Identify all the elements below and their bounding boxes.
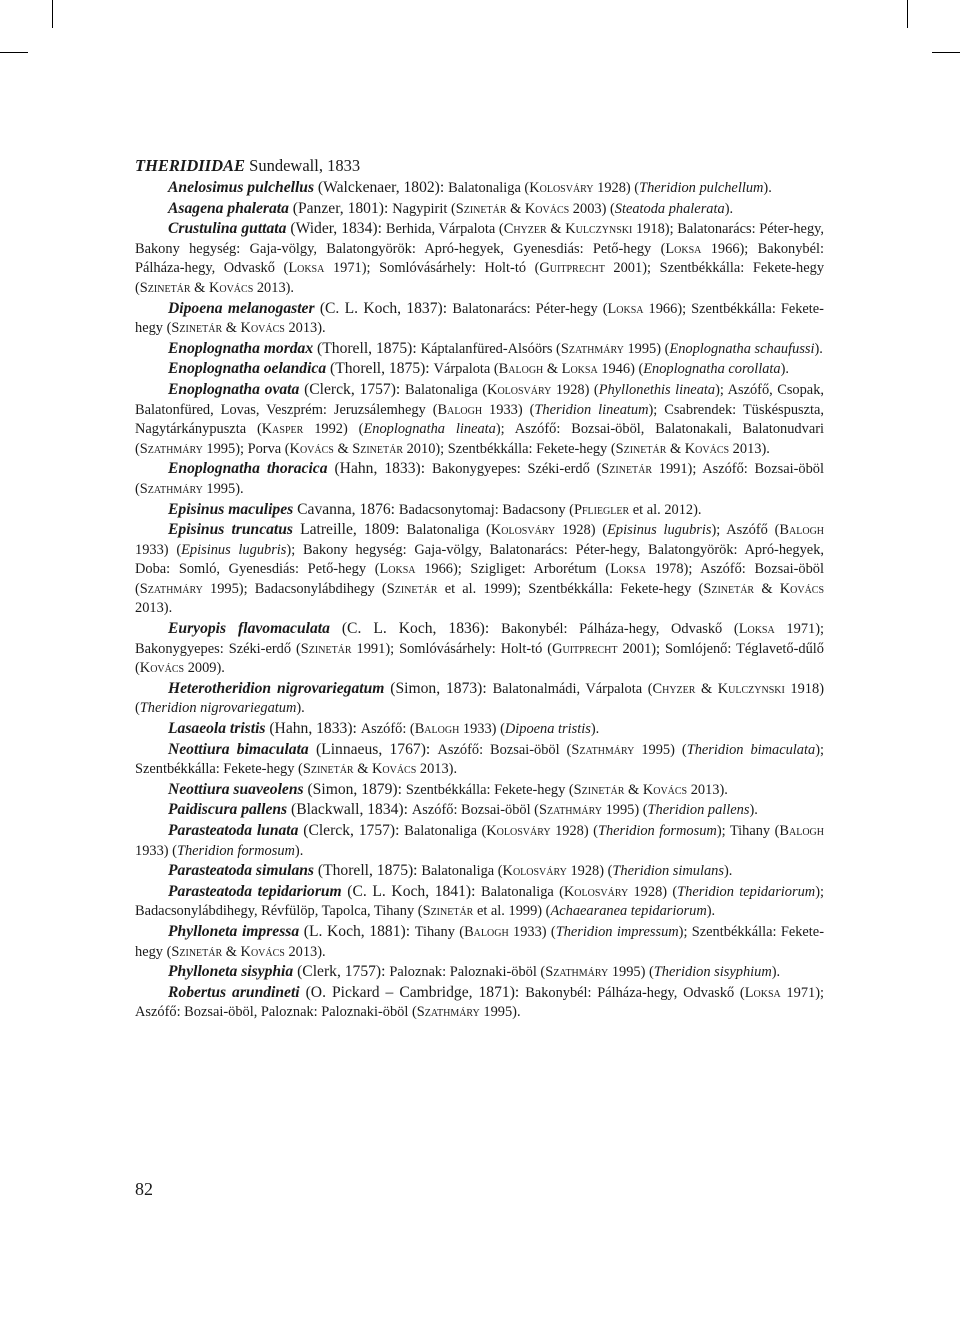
synonym-name: Achaearanea tepidariorum	[550, 903, 707, 920]
reference-author: Chyzer	[503, 221, 547, 238]
species-entry	[135, 800, 824, 821]
reference-author: Szathmáry	[538, 802, 602, 819]
locality-text: Tihany (	[414, 923, 465, 940]
locality-text: ).	[590, 721, 600, 738]
species-author: (Linnaeus, 1767):	[308, 740, 438, 758]
locality-text: &	[506, 200, 525, 217]
reference-author: Szinetár	[703, 580, 755, 597]
locality-text: 2013).	[284, 320, 326, 337]
species-author: (Wider, 1834):	[286, 220, 386, 238]
locality-text: et al. 2012).	[629, 501, 702, 518]
species-author: (Hahn, 1833):	[327, 460, 433, 478]
locality-text: ); Csabrendek: Tüskéspuszta, Nagytárkánypuszta (	[135, 401, 824, 438]
locality-text: ).	[771, 964, 781, 981]
synonym-name: Theridion pulchellum	[639, 180, 764, 196]
species-entry	[135, 619, 824, 679]
locality-text: ); Tihany (	[716, 823, 780, 839]
species-name: Episinus truncatus	[168, 521, 293, 539]
reference-author: Loksa	[610, 561, 647, 578]
locality-text: ).	[296, 700, 305, 717]
species-name: Enoplognatha oelandica	[168, 360, 327, 378]
locality-text: 2013).	[416, 761, 458, 778]
locality-text: 2013).	[729, 440, 770, 457]
locality-text: ); Szentbékkálla: Fekete-hegy (	[135, 741, 824, 778]
locality-text: 2013).	[253, 279, 295, 296]
species-name: Lasaeola tristis	[168, 720, 266, 738]
locality-text: Berhida, Várpalota (	[385, 221, 504, 238]
synonym-name: Theridion sisyphium	[653, 964, 772, 981]
locality-text: 2010); Szentbékkálla: Fekete-hegy (	[403, 440, 616, 457]
species-entry	[135, 922, 824, 962]
locality-text: et al. 1999); Szentbékkálla: Fekete-hegy (	[437, 580, 704, 597]
species-name: Parasteatoda simulans	[168, 862, 315, 880]
species-author: (L. Koch, 1881):	[299, 922, 415, 940]
family-heading	[135, 155, 824, 177]
species-entry	[135, 983, 824, 1023]
locality-text: ).	[723, 863, 733, 880]
locality-text: 2001); Somlójenő: Téglavető-dűlő (	[135, 640, 824, 677]
locality-text: 2013).	[135, 600, 173, 617]
crop-mark-top-left-h	[0, 52, 28, 53]
locality-text: Várpalota (	[433, 361, 499, 378]
reference-author: Szinetár	[352, 440, 404, 457]
reference-author: Szinetár	[601, 461, 653, 478]
species-name: Robertus arundineti	[168, 983, 300, 1001]
reference-author: Chyzer	[652, 680, 696, 697]
reference-author: Kovács	[139, 660, 185, 677]
reference-author: Loksa	[744, 984, 781, 1001]
page-number: 82	[135, 1179, 153, 1199]
species-entry	[135, 299, 824, 339]
species-entry	[135, 962, 824, 983]
locality-text: Balatonaliga (	[404, 823, 487, 839]
locality-text: Nagypirit (	[392, 200, 456, 217]
synonym-name: Theridion pallens	[647, 802, 750, 819]
reference-author: Szathmáry	[416, 1004, 480, 1021]
locality-text: 1992) (	[303, 421, 364, 438]
locality-text: 1995); Porva (	[202, 440, 290, 457]
species-author: (C. L. Koch, 1836):	[329, 620, 502, 638]
locality-text: &	[543, 361, 562, 378]
locality-text: Balatonaliga (	[405, 381, 488, 398]
locality-text: &	[624, 781, 643, 798]
reference-author: Szathmáry	[560, 340, 624, 357]
reference-author: Loksa	[607, 300, 644, 317]
reference-author: Kovács	[684, 440, 730, 457]
synonym-name: Enoplognatha corollata	[643, 361, 781, 378]
locality-text: &	[546, 221, 566, 238]
species-author: (Blackwall, 1834):	[287, 801, 412, 819]
species-name: Dipoena melanogaster	[168, 299, 315, 317]
synonym-name: Theridion tepidariorum	[677, 883, 816, 900]
locality-text: Paloznak: Paloznaki-öböl (	[389, 964, 546, 981]
species-author: (Clerk, 1757):	[293, 963, 390, 981]
species-name: Paidiscura pallens	[168, 801, 288, 819]
reference-author: Szinetár	[615, 440, 667, 457]
species-author: (Thorell, 1875):	[313, 339, 421, 357]
reference-author: Szinetár	[300, 640, 352, 657]
reference-author: Kolosváry	[563, 883, 629, 900]
reference-author: Guitprecht	[552, 640, 618, 657]
reference-author: Kulczynski	[717, 680, 785, 697]
species-author: Latreille, 1809:	[292, 521, 407, 539]
species-author: (C. L. Koch, 1837):	[314, 299, 453, 317]
reference-author: Guitprecht	[539, 260, 605, 277]
reference-author: Kolosváry	[490, 522, 556, 539]
reference-author: Kovács	[779, 580, 825, 597]
article-body	[135, 155, 824, 1023]
species-entry	[135, 380, 824, 459]
reference-author: Kolosváry	[529, 180, 594, 196]
species-name: Enoplognatha ovata	[168, 380, 300, 398]
reference-author: Kovács	[642, 781, 688, 798]
synonym-name: Enoplognatha lineata	[363, 421, 496, 438]
species-name: Phylloneta sisyphia	[168, 963, 294, 981]
locality-text: 1995) (	[623, 340, 670, 357]
crop-mark-top-right-h	[932, 52, 960, 53]
species-entry	[135, 520, 824, 619]
species-author: (O. Pickard – Cambridge, 1871):	[299, 983, 526, 1001]
locality-text: 1971); Bakonygyepes: Széki-erdő (	[135, 621, 824, 657]
reference-author: Szinetár	[302, 761, 354, 778]
crop-mark-top-left	[52, 0, 53, 28]
species-name: Neottiura bimaculata	[168, 740, 309, 758]
locality-text: &	[333, 440, 353, 457]
locality-text: Balatonaliga (	[481, 883, 564, 900]
locality-text: 1991); Aszófő: Bozsai-öböl (	[135, 461, 824, 497]
locality-text: 1928) (	[628, 883, 678, 900]
species-entry	[135, 500, 824, 521]
reference-author: Kolosváry	[487, 381, 552, 398]
synonym-name: Theridion formosum	[597, 823, 717, 839]
synonym-name: Phyllonethis lineata	[598, 381, 716, 398]
reference-author: Kovács	[524, 200, 570, 217]
reference-author: Balogh	[414, 721, 460, 738]
locality-text: &	[222, 320, 241, 337]
reference-author: Szinetár	[455, 200, 507, 217]
species-author: (Clerck, 1757):	[298, 822, 405, 839]
locality-text: &	[695, 680, 718, 697]
locality-text: 2009).	[184, 660, 225, 677]
species-name: Episinus maculipes	[168, 500, 294, 518]
species-name: Enoplognatha thoracica	[168, 460, 328, 478]
species-entry	[135, 679, 824, 719]
locality-text: Balatonaliga (	[448, 180, 530, 196]
reference-author: Loksa	[561, 361, 598, 378]
species-entry	[135, 719, 824, 740]
reference-author: Szathmáry	[139, 440, 203, 457]
locality-text: 1995) (	[634, 741, 687, 758]
species-entry	[135, 178, 824, 199]
reference-author: Szathmáry	[571, 741, 635, 758]
locality-text: ).	[724, 200, 734, 217]
species-author: Cavanna, 1876:	[293, 500, 399, 518]
locality-text: ).	[814, 340, 823, 357]
reference-author: Szathmáry	[139, 480, 203, 497]
reference-author: Kulczynski	[565, 221, 633, 238]
reference-author: Szinetár	[386, 580, 438, 597]
locality-text: ).	[749, 802, 758, 819]
locality-text: 1928) (	[566, 863, 613, 880]
reference-author: Kolosváry	[486, 823, 551, 839]
locality-text: ).	[706, 903, 716, 920]
locality-text: 1918); Balatonarács: Péter-hegy, Bakony hegység: Gaja-völgy, Balatongyörök: Apró-hegyek, Gyenesdiás: Pető-hegy (	[135, 221, 825, 257]
locality-text: ); Aszófő, Csopak, Balatonfüred, Lovas, Veszprém: Jeruzsálemhegy (	[135, 381, 824, 418]
species-author: (C. L. Koch, 1841):	[341, 882, 482, 900]
reference-author: Szinetár	[171, 320, 223, 337]
locality-text: &	[222, 943, 241, 960]
crop-mark-top-right	[907, 0, 908, 28]
locality-text: Bakonygyepes: Széki-erdő (	[432, 461, 602, 478]
species-entry	[135, 780, 824, 801]
locality-text: 1966); Bakonybél: Pálháza-hegy, Odvaskő (	[135, 240, 824, 277]
species-entry	[135, 219, 824, 298]
locality-text: Balatonalmádi, Várpalota (	[492, 680, 653, 697]
synonym-name: Theridion simulans	[612, 863, 724, 880]
species-entry	[135, 882, 824, 922]
species-entry	[135, 821, 824, 861]
locality-text: Aszófő: Bozsai-öböl (	[437, 741, 572, 758]
species-list	[135, 178, 824, 1023]
species-name: Phylloneta impressa	[168, 922, 300, 940]
locality-text: 2013).	[284, 943, 326, 960]
locality-text: ).	[780, 361, 790, 378]
synonym-name: Theridion nigrovariegatum	[139, 700, 297, 717]
reference-author: Kovács	[372, 761, 417, 778]
locality-text: 1933) (	[135, 842, 177, 859]
locality-text: 1995); Badacsonylábdihegy (	[202, 580, 387, 597]
locality-text: Bakonybél: Pálháza-hegy, Odvaskő (	[525, 984, 745, 1001]
species-author: (Simon, 1873):	[384, 679, 493, 697]
species-name: Anelosimus pulchellus	[168, 179, 315, 196]
locality-text: Szentbékkálla: Fekete-hegy (	[405, 781, 574, 798]
locality-text: 1928) (	[555, 522, 608, 539]
locality-text: Aszófő: Bozsai-öböl (	[411, 802, 539, 819]
locality-text: Bakonybél: Pálháza-hegy, Odvaskő (	[501, 621, 739, 638]
locality-text: 1946) (	[597, 361, 644, 378]
locality-text: Balatonaliga (	[421, 863, 503, 880]
locality-text: 1995).	[202, 480, 244, 497]
reference-author: Kovács	[208, 279, 254, 296]
species-entry	[135, 861, 824, 882]
reference-author: Szinetár	[171, 943, 223, 960]
species-name: Euryopis flavomaculata	[168, 620, 330, 638]
species-author: (Hahn, 1833):	[265, 720, 361, 738]
locality-text: ); Bakony hegység: Gaja-völgy, Balatonarács: Péter-hegy, Balatongyörök: Apró-hegyek, Doba: Somló, Gyenesdiás: Pető-hegy (	[135, 541, 824, 578]
synonym-name: Theridion bimaculata	[686, 741, 816, 758]
locality-text: 1971); Somlóvásárhely: Holt-tó (	[324, 260, 540, 277]
species-author: (Walckenaer, 1802):	[314, 179, 449, 196]
reference-author: Kasper	[261, 421, 304, 438]
synonym-name: Enoplognatha schaufussi	[669, 340, 815, 357]
locality-text: 1995) (	[608, 964, 654, 981]
species-entry	[135, 339, 824, 360]
species-entry	[135, 199, 824, 220]
locality-text: 2003) (	[569, 200, 615, 217]
species-name: Heterotheridion nigrovariegatum	[168, 679, 385, 697]
reference-author: Szathmáry	[545, 964, 609, 981]
species-name: Parasteatoda lunata	[168, 822, 299, 839]
species-entry	[135, 740, 824, 780]
locality-text: Balatonaliga (	[406, 522, 491, 539]
family-name: THERIDIIDAE	[135, 156, 246, 175]
locality-text: 1995) (	[601, 802, 648, 819]
reference-author: Szinetár	[139, 279, 191, 296]
reference-author: Kovács	[289, 440, 334, 457]
locality-text: 1933) (	[135, 541, 182, 558]
locality-text: Aszófő: (	[360, 721, 415, 738]
reference-author: Pfliegler	[573, 501, 630, 518]
reference-author: Balogh	[437, 401, 483, 418]
locality-text: &	[190, 279, 209, 296]
locality-text: 1991); Somlóvásárhely: Holt-tó (	[351, 640, 553, 657]
locality-text: 1966); Szigliget: Arborétum (	[415, 561, 611, 578]
reference-author: Szinetár	[422, 903, 474, 920]
locality-text: 1995).	[479, 1004, 521, 1021]
locality-text: 1928) (	[550, 823, 598, 839]
reference-author: Balogh	[779, 823, 824, 839]
locality-text: 1971); Aszófő: Bozsai-öböl, Paloznak: Paloznaki-öböl (	[135, 984, 824, 1021]
locality-text: ); Badacsonylábdihegy, Révfülöp, Tapolca, Tihany (	[135, 883, 824, 920]
species-author: (Clerck, 1757):	[299, 380, 406, 398]
species-entry	[135, 459, 824, 499]
reference-author: Kovács	[240, 320, 285, 337]
locality-text: Badacsonytomaj: Badacsony (	[398, 501, 574, 518]
synonym-name: Theridion formosum	[176, 842, 295, 859]
species-name: Parasteatoda tepidariorum	[168, 882, 342, 900]
reference-author: Balogh	[779, 522, 825, 539]
reference-author: Kovács	[240, 943, 285, 960]
locality-text: ).	[763, 180, 772, 196]
locality-text: 1933) (	[482, 401, 535, 418]
locality-text: Káptalanfüred-Alsóörs (	[420, 340, 561, 357]
locality-text: 1928) (	[551, 381, 599, 398]
locality-text: 1978); Aszófő: Bozsai-öböl (	[135, 561, 824, 597]
reference-author: Kolosváry	[502, 863, 567, 880]
species-name: Enoplognatha mordax	[168, 339, 314, 357]
locality-text: ); Szentbékkálla: Fekete-hegy (	[135, 923, 824, 960]
locality-text: 1928) (	[593, 180, 640, 196]
reference-author: Loksa	[738, 621, 775, 638]
locality-text: Balatonarács: Péter-hegy (	[452, 300, 608, 317]
family-author: Sundewall, 1833	[245, 156, 361, 175]
locality-text: ).	[294, 842, 304, 859]
reference-author: Balogh	[464, 923, 509, 940]
locality-text: 1933) (	[508, 923, 556, 940]
locality-text: 1966); Szentbékkálla: Fekete-hegy (	[135, 300, 824, 337]
species-entry	[135, 359, 824, 380]
synonym-name: Theridion impressum	[555, 923, 679, 940]
locality-text: 1918) (	[135, 680, 824, 717]
locality-text: 2013).	[687, 781, 728, 798]
locality-text: &	[353, 761, 372, 778]
locality-text: &	[666, 440, 685, 457]
locality-text: 1933) (	[459, 721, 505, 738]
synonym-name: Theridion lineatum	[534, 401, 649, 418]
species-author: (Thorell, 1875):	[314, 862, 422, 880]
locality-text: &	[754, 580, 780, 597]
locality-text: 2001); Szentbékkálla: Fekete-hegy (	[135, 260, 825, 296]
reference-author: Loksa	[288, 260, 325, 277]
species-name: Asagena phalerata	[168, 199, 289, 217]
reference-author: Loksa	[665, 240, 702, 257]
synonym-name: Episinus lugubris	[607, 522, 712, 539]
synonym-name: Steatoda phalerata	[614, 200, 725, 217]
synonym-name: Episinus lugubris	[181, 541, 287, 558]
reference-author: Szinetár	[573, 781, 625, 798]
reference-author: Balogh	[498, 361, 544, 378]
locality-text: ); Aszófő (	[711, 522, 780, 539]
species-name: Neottiura suaveolens	[168, 780, 304, 798]
species-author: (Thorell, 1875):	[326, 360, 434, 378]
species-author: (Simon, 1879):	[303, 780, 406, 798]
synonym-name: Dipoena tristis	[504, 721, 591, 738]
species-name: Crustulina guttata	[168, 220, 287, 238]
locality-text: et al. 1999) (	[473, 903, 551, 920]
reference-author: Szathmáry	[139, 580, 203, 597]
locality-text: ); Aszófő: Bozsai-öböl, Balatonakali, Balatonudvari (	[135, 421, 824, 457]
species-author: (Panzer, 1801):	[288, 199, 393, 217]
reference-author: Loksa	[379, 561, 416, 578]
